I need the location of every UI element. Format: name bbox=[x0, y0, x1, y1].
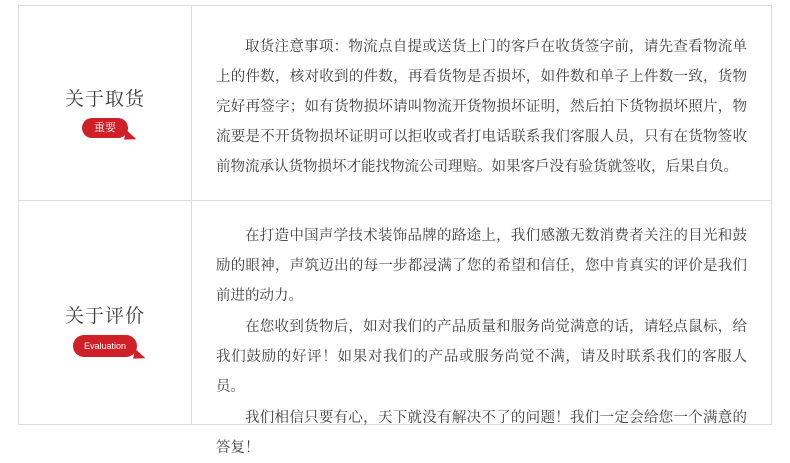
section-pickup bbox=[18, 5, 772, 201]
section-review-badge-wrapper bbox=[19, 335, 191, 357]
section-review-title: 关于评价 bbox=[64, 306, 145, 327]
section-review-body bbox=[192, 201, 771, 456]
section-pickup-label-column bbox=[19, 6, 192, 200]
paragraph: 在打造中国声学技术装饰品牌的路途上，我们感激无数消费者关注的目光和鼓励的眼神，声筑迈出的每一步都浸满了您的希望和信任，您中肯真实的评价是我们前进的动力。 bbox=[216, 228, 747, 304]
paragraph: 我们相信只要有心，天下就没有解决不了的问题！我们一定会给您一个满意的答复！ bbox=[216, 410, 747, 456]
section-review bbox=[18, 201, 772, 456]
section-pickup-badge-wrapper bbox=[19, 118, 191, 138]
status-badge-evaluation: Evaluation bbox=[73, 335, 137, 357]
paragraph: 在您收到货物后，如对我们的产品质量和服务尚觉满意的话，请轻点鼠标，给我们鼓励的好评！如果对我们的产品或服务尚觉不满，请及时联系我们的客服人员。 bbox=[216, 319, 747, 395]
section-pickup-body bbox=[192, 6, 771, 200]
status-badge-important: 重要 bbox=[82, 118, 128, 138]
section-review-label-column bbox=[19, 201, 192, 424]
paragraph: 取货注意事项：物流点自提或送货上门的客戶在收货签字前，请先查看物流单上的件数，核对收到的件数，再看货物是否损坏，如件数和单子上件数一致，货物完好再签字；如有货物损坏请叫物流开货物损坏证明，然后拍下货物损坏照片，物流要是不开货物损坏证明可以拒收或者打电话联系我们客服人员，只有在货物签收前物流承认货物损坏才能找物流公司理赔。如果客戶没有验货就签收，后果自负。 bbox=[216, 39, 747, 175]
section-pickup-title: 关于取货 bbox=[64, 89, 145, 110]
